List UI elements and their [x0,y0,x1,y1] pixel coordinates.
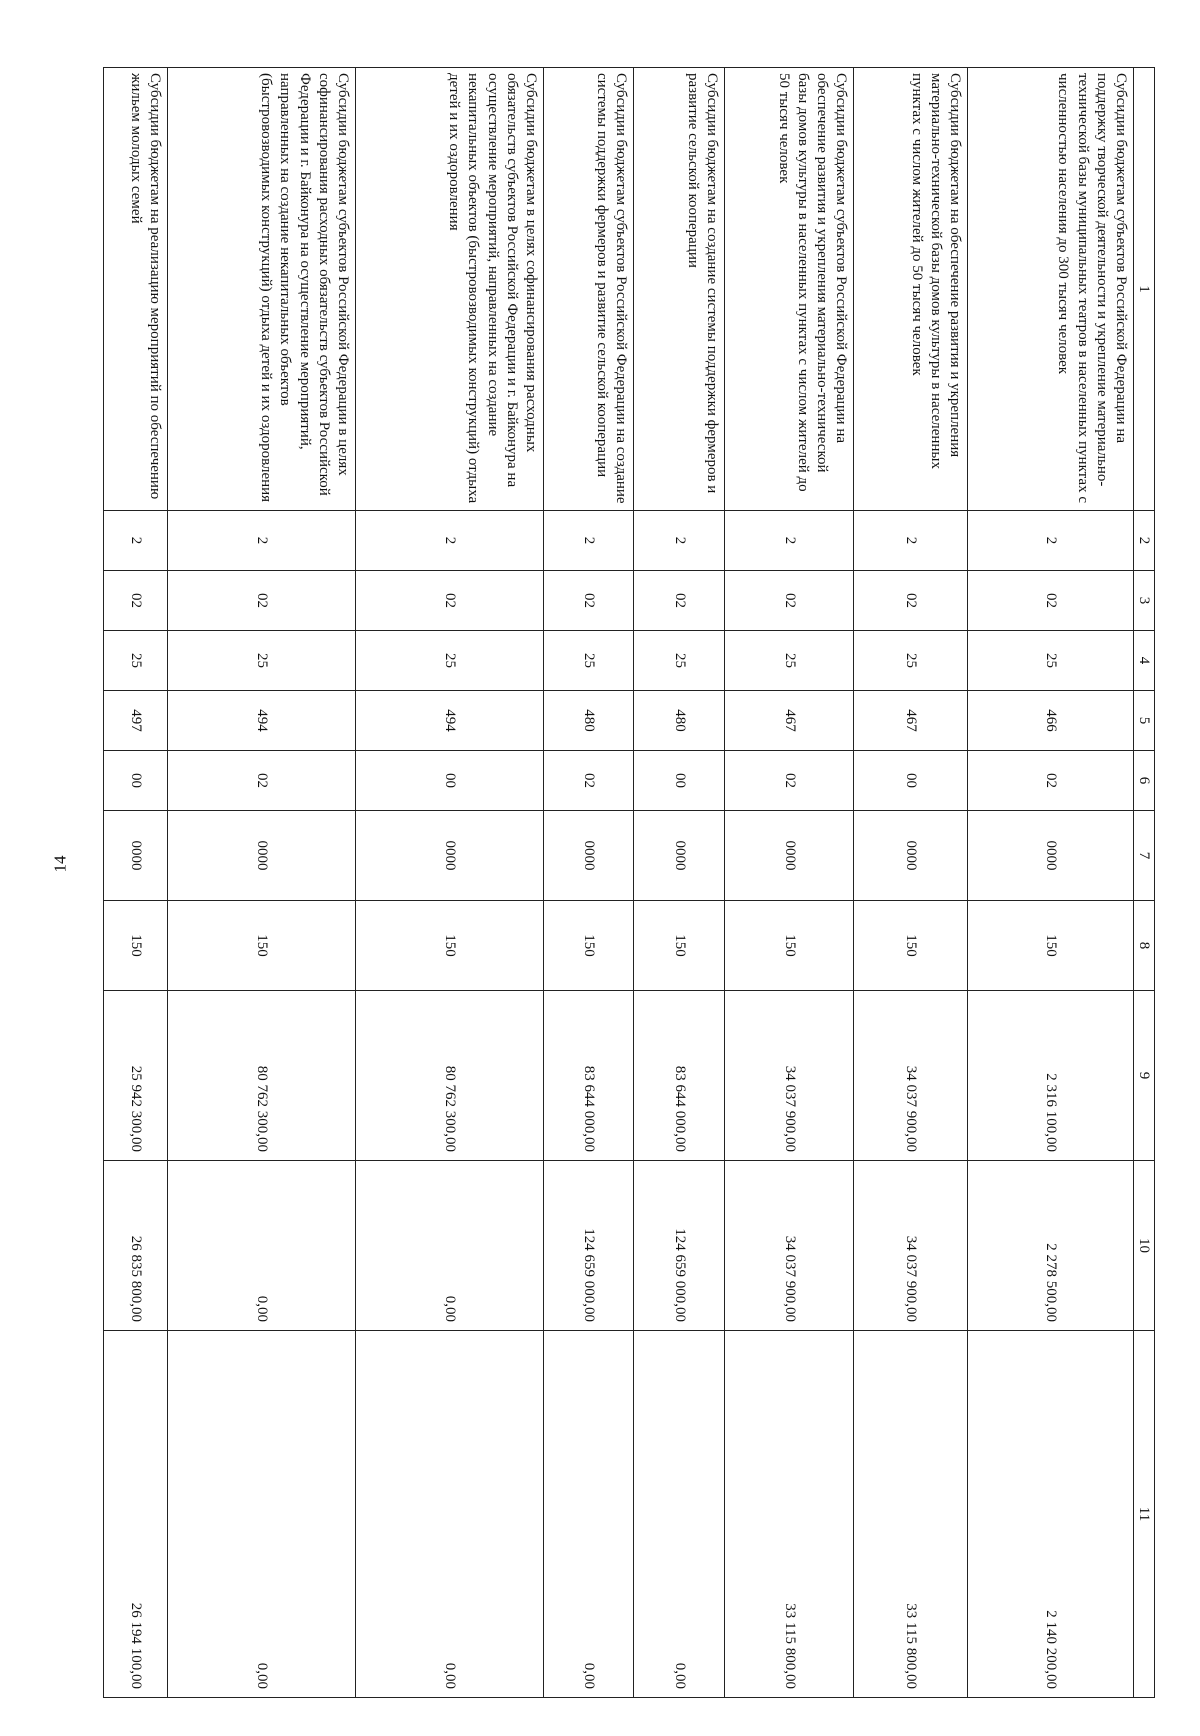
cell-col-6: 02 [725,751,854,811]
row-description: Субсидии бюджетам на создание системы поддержки фермеров и развитие сельской кооперации [634,68,725,511]
cell-col-2: 2 [543,511,634,571]
cell-col-4: 25 [356,631,544,691]
row-description: Субсидии бюджетам субъектов Российской Федерации на обеспечение развития и укрепления материально-технической базы домов культуры в населенных пунктах с числом жителей до 50 тысяч человек [725,68,854,511]
cell-col-4: 25 [168,631,356,691]
cell-col-10: 0,00 [168,1161,356,1331]
cell-col-4: 25 [725,631,854,691]
header-cell-9: 9 [1134,991,1155,1161]
table-row [543,68,634,1698]
header-cell-5: 5 [1134,691,1155,751]
header-cell-3: 3 [1134,571,1155,631]
cell-col-4: 25 [968,631,1134,691]
table-row [634,68,725,1698]
cell-col-6: 00 [854,751,968,811]
cell-col-11: 26 194 100,00 [104,1331,168,1698]
cell-col-2: 2 [725,511,854,571]
cell-col-10: 0,00 [356,1161,544,1331]
row-description: Субсидии бюджетам в целях софинансирования расходных обязательств субъектов Российской Федерации и г. Байконура на осуществление мероприятий, направленных на создание некапитальных объектов (быстровозводимых конструкций) отдыха детей и их оздоровления [356,68,544,511]
cell-col-3: 02 [356,571,544,631]
cell-col-10: 2 278 500,00 [968,1161,1134,1331]
cell-col-9: 2 316 100,00 [968,991,1134,1161]
cell-col-10: 34 037 900,00 [854,1161,968,1331]
cell-col-3: 02 [104,571,168,631]
cell-col-10: 26 835 800,00 [104,1161,168,1331]
cell-col-2: 2 [968,511,1134,571]
cell-col-3: 02 [168,571,356,631]
cell-col-6: 00 [356,751,544,811]
header-cell-7: 7 [1134,811,1155,901]
cell-col-11: 0,00 [168,1331,356,1698]
table-row [854,68,968,1698]
header-cell-4: 4 [1134,631,1155,691]
cell-col-2: 2 [634,511,725,571]
cell-col-5: 467 [725,691,854,751]
cell-col-11: 2 140 200,00 [968,1331,1134,1698]
cell-col-8: 150 [104,901,168,991]
rotated-table-container [103,67,1155,1697]
cell-col-5: 494 [168,691,356,751]
table-row [168,68,356,1698]
cell-col-5: 466 [968,691,1134,751]
header-cell-2: 2 [1134,511,1155,571]
header-cell-10: 10 [1134,1161,1155,1331]
cell-col-6: 02 [543,751,634,811]
cell-col-11: 0,00 [356,1331,544,1698]
cell-col-2: 2 [168,511,356,571]
row-description: Субсидии бюджетам на обеспечение развития и укрепления материально-технической базы домов культуры в населенных пунктах с числом жителей до 50 тысяч человек [854,68,968,511]
header-row [1134,68,1155,1698]
cell-col-7: 0000 [854,811,968,901]
cell-col-7: 0000 [356,811,544,901]
cell-col-8: 150 [854,901,968,991]
cell-col-9: 34 037 900,00 [725,991,854,1161]
cell-col-9: 83 644 000,00 [543,991,634,1161]
cell-col-10: 34 037 900,00 [725,1161,854,1331]
cell-col-4: 25 [543,631,634,691]
cell-col-5: 467 [854,691,968,751]
cell-col-8: 150 [634,901,725,991]
cell-col-9: 80 762 300,00 [168,991,356,1161]
cell-col-4: 25 [854,631,968,691]
cell-col-10: 124 659 000,00 [543,1161,634,1331]
cell-col-3: 02 [854,571,968,631]
cell-col-9: 25 942 300,00 [104,991,168,1161]
cell-col-10: 124 659 000,00 [634,1161,725,1331]
table-row [725,68,854,1698]
cell-col-11: 0,00 [634,1331,725,1698]
table-row [104,68,168,1698]
cell-col-2: 2 [854,511,968,571]
cell-col-3: 02 [968,571,1134,631]
cell-col-9: 34 037 900,00 [854,991,968,1161]
header-cell-6: 6 [1134,751,1155,811]
cell-col-5: 497 [104,691,168,751]
cell-col-6: 00 [634,751,725,811]
cell-col-8: 150 [968,901,1134,991]
cell-col-2: 2 [104,511,168,571]
header-cell-8: 8 [1134,901,1155,991]
cell-col-8: 150 [356,901,544,991]
page-number: 14 [50,855,70,873]
cell-col-7: 0000 [725,811,854,901]
cell-col-7: 0000 [543,811,634,901]
cell-col-5: 494 [356,691,544,751]
budget-table [103,67,1155,1698]
cell-col-5: 480 [543,691,634,751]
cell-col-9: 83 644 000,00 [634,991,725,1161]
row-description: Субсидии бюджетам на реализацию мероприятий по обеспечению жильем молодых семей [104,68,168,511]
cell-col-8: 150 [543,901,634,991]
cell-col-4: 25 [634,631,725,691]
cell-col-4: 25 [104,631,168,691]
cell-col-7: 0000 [104,811,168,901]
table-row [356,68,544,1698]
cell-col-8: 150 [168,901,356,991]
cell-col-6: 02 [968,751,1134,811]
row-description: Субсидии бюджетам субъектов Российской Федерации на поддержку творческой деятельности и укрепление материально-технической базы муниципальных театров в населенных пунктах с численностью населения до 300 тысяч человек [968,68,1134,511]
cell-col-9: 80 762 300,00 [356,991,544,1161]
cell-col-11: 0,00 [543,1331,634,1698]
row-description: Субсидии бюджетам субъектов Российской Федерации в целях софинансирования расходных обязательств субъектов Российской Федерации и г. Байконура на осуществление мероприятий, направленных на создание некапитальных объектов (быстровозводимых конструкций) отдыха детей и их оздоровления [168,68,356,511]
cell-col-7: 0000 [968,811,1134,901]
cell-col-8: 150 [725,901,854,991]
cell-col-11: 33 115 800,00 [725,1331,854,1698]
cell-col-3: 02 [725,571,854,631]
cell-col-7: 0000 [634,811,725,901]
cell-col-5: 480 [634,691,725,751]
header-cell-11: 11 [1134,1331,1155,1698]
cell-col-6: 02 [168,751,356,811]
cell-col-11: 33 115 800,00 [854,1331,968,1698]
header-cell-1: 1 [1134,68,1155,511]
table-row [968,68,1134,1698]
cell-col-3: 02 [634,571,725,631]
cell-col-3: 02 [543,571,634,631]
cell-col-7: 0000 [168,811,356,901]
row-description: Субсидии бюджетам субъектов Российской Федерации на создание системы поддержки фермеров и развитие сельской кооперации [543,68,634,511]
cell-col-6: 00 [104,751,168,811]
cell-col-2: 2 [356,511,544,571]
